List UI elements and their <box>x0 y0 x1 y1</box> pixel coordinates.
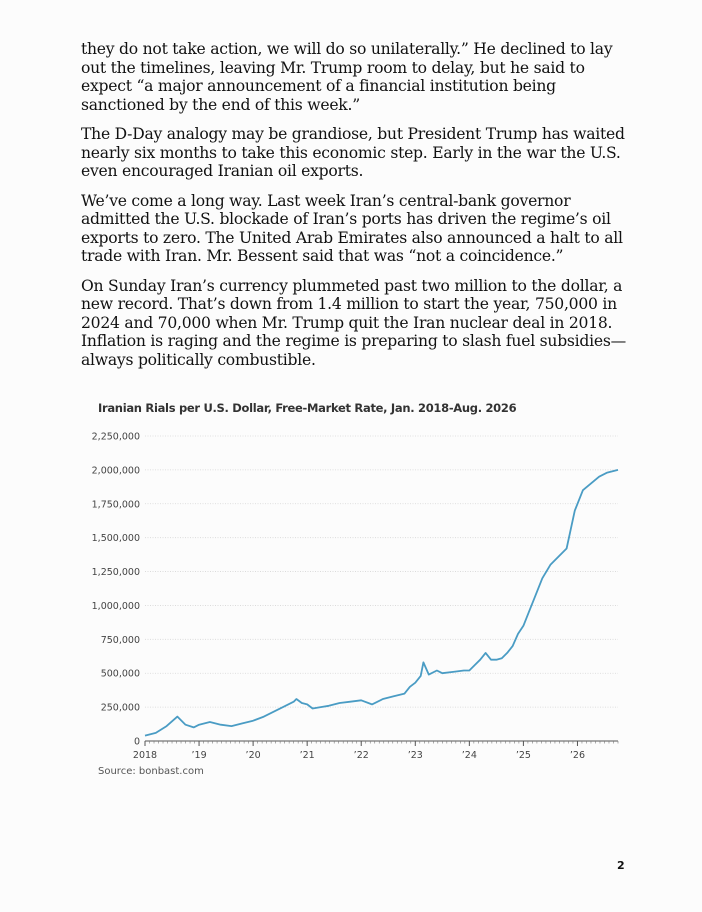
y-tick-label: 500,000 <box>100 668 140 680</box>
article-paragraph: We’ve come a long way. Last week Iran’s central-bank governor admitted the U.S. blockade of Iran’s ports has driven the regime’s oil exports to zero. The United Arab Emirates also announced a halt to all trade with Iran. Mr. Bessent said that was “not a coincidence.” <box>81 191 623 265</box>
x-tick-label: ’23 <box>407 750 423 761</box>
x-tick-label: ’25 <box>515 750 531 761</box>
y-tick-label: 1,000,000 <box>91 600 140 612</box>
series-line <box>145 470 618 736</box>
y-tick-label: 0 <box>133 736 140 748</box>
rial-exchange-rate-chart <box>90 398 630 788</box>
y-tick-label: 2,000,000 <box>91 465 140 477</box>
x-tick-label: ’19 <box>191 750 207 761</box>
y-tick-label: 1,250,000 <box>91 567 140 579</box>
y-tick-label: 250,000 <box>100 702 140 714</box>
x-tick-label: 2018 <box>132 750 158 761</box>
x-tick-label: ’26 <box>569 750 586 761</box>
chart-source: Source: bonbast.com <box>98 766 204 777</box>
article-paragraph: The D-Day analogy may be grandiose, but President Trump has waited nearly six months to take this economic step. Early in the war the U.S. even encouraged Iranian oil exports. <box>81 125 625 180</box>
page-number: 2 <box>617 859 625 872</box>
chart-plot <box>90 398 630 768</box>
x-tick-label: ’20 <box>245 750 261 761</box>
y-tick-label: 1,750,000 <box>91 499 140 511</box>
y-tick-label: 1,500,000 <box>91 533 140 545</box>
article-paragraph: they do not take action, we will do so unilaterally.” He declined to lay out the timelines, leaving Mr. Trump room to delay, but he said to expect “a major announcement of a financial institution being sanctioned by the end of this week.” <box>81 40 613 114</box>
x-tick-label: ’24 <box>461 750 477 761</box>
x-tick-label: ’21 <box>299 750 315 761</box>
article-paragraph: On Sunday Iran’s currency plummeted past two million to the dollar, a new record. That’s down from 1.4 million to start the year, 750,000 in 2024 and 70,000 when Mr. Trump quit the Iran nuclear deal in 2018. Inflation is raging and the regime is preparing to slash fuel subsidies—always politically combustible. <box>81 276 626 369</box>
article-body <box>81 40 626 380</box>
chart-title: Iranian Rials per U.S. Dollar, Free-Market Rate, Jan. 2018-Aug. 2026 <box>98 401 517 415</box>
y-tick-label: 2,250,000 <box>91 431 140 443</box>
x-tick-label: ’22 <box>353 750 369 761</box>
y-tick-label: 750,000 <box>100 634 140 646</box>
